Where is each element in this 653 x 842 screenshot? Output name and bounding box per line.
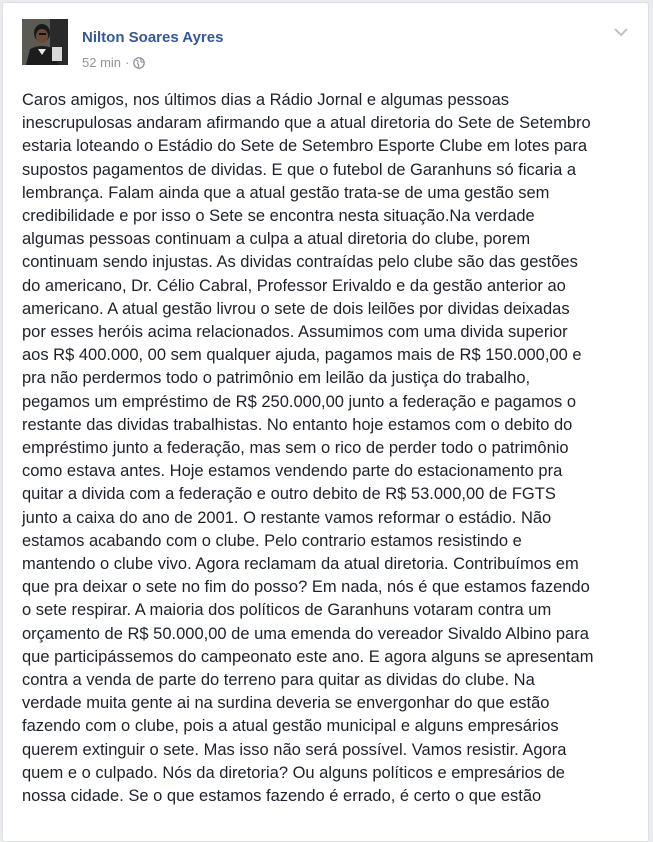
- post-line: contra a venda de parte do terreno para quitar as dividas do clube. Na: [22, 671, 535, 690]
- post-line: Caros amigos, nos últimos dias a Rádio Jornal e algumas pessoas: [22, 91, 509, 109]
- post-meta: [82, 55, 145, 72]
- post-line: junto a caixa do ano de 2001. O restante vamos reformar o estádio. Não: [22, 508, 552, 527]
- meta-separator: ·: [125, 55, 130, 70]
- chevron-down-icon[interactable]: [613, 25, 629, 37]
- post-line: empréstimo junto a federação, mas sem o rico de perder todo o patrimônio: [22, 439, 569, 458]
- post-line: credibilidade e por isso o Sete se encontra nesta situação.Na verdade: [22, 207, 535, 226]
- avatar-photo: [22, 19, 68, 65]
- post-line: querem extinguir o sete. Mas isso não será possível. Vamos resistir. Agora: [22, 740, 567, 759]
- author-name-link[interactable]: Nilton Soares Ayres: [82, 29, 224, 46]
- post-line: verdade muita gente ai na surdina deveria se envergonhar do que estão: [22, 694, 550, 713]
- post-line: mantendo o clube vivo. Agora reclamam da atual diretoria. Contribuímos em: [22, 555, 579, 574]
- post-line: do americano, Dr. Célio Cabral, Professor Erivaldo e da gestão anterior ao: [22, 276, 566, 295]
- post-line: como estava antes. Hoje estamos vendendo parte do estacionamento pra: [22, 462, 563, 481]
- post-line: quem e o culpado. Nós da diretoria? Ou alguns políticos e empresários de: [22, 763, 565, 782]
- post-line: algumas pessoas continuam a culpa a atual diretoria do clube, porem: [22, 230, 531, 249]
- post-line: inescrupulosas andaram afirmando que a atual diretoria do Sete de Setembro: [22, 114, 591, 133]
- avatar[interactable]: [22, 19, 68, 65]
- post-line: que participássemos do campeonato este ano. E agora alguns se apresentam: [22, 647, 594, 666]
- post-line: continuam sendo injustas. As dividas contraídas pelo clube são das gestões: [22, 253, 578, 272]
- globe-icon[interactable]: [133, 57, 145, 72]
- post-line: fazendo com o clube, pois a atual gestão municipal e alguns empresários: [22, 717, 559, 736]
- post-line: restante das dividas trabalhistas. No entanto hoje estamos com o debito do: [22, 415, 573, 434]
- post-line: pegamos um empréstimo de R$ 250.000,00 junto a federação e pagamos o: [22, 392, 577, 411]
- post-line: estaria loteando o Estádio do Sete de Setembro Esporte Clube em lotes para: [22, 137, 588, 156]
- post-line: aos R$ 400.000, 00 sem qualquer ajuda, pagamos mais de R$ 150.000,00 e: [22, 346, 582, 365]
- post-line: que pra deixar o sete no fim do posso? Em nada, nós é que estamos fazendo: [22, 578, 590, 597]
- post-body-text: [22, 89, 634, 808]
- post-line: lembrança. Falam ainda que a atual gestão trata-se de uma gestão sem: [22, 183, 550, 202]
- post-header: [22, 19, 632, 75]
- post-line: por esses heróis acima relacionados. Assumimos com uma divida superior: [22, 323, 568, 342]
- post-line: estamos acabando com o clube. Pelo contrario estamos resistindo e: [22, 531, 522, 550]
- post-line: nossa cidade. Se o que estamos fazendo é errado, é certo o que estão: [22, 787, 542, 806]
- post-card: [2, 2, 649, 842]
- post-line: o sete respirar. A maioria dos políticos de Garanhuns votaram contra um: [22, 601, 552, 620]
- post-line: quitar a divida com a federação e outro debito de R$ 53.000,00 de FGTS: [22, 485, 556, 504]
- post-timestamp[interactable]: 52 min: [82, 55, 122, 70]
- post-line: orçamento de R$ 50.000,00 de uma emenda do vereador Sivaldo Albino para: [22, 624, 589, 643]
- post-line: supostos pagamentos de dividas. E que o futebol de Garanhuns só ficaria a: [22, 160, 577, 179]
- post-line: pra não perdermos todo o patrimônio em leilão da justiça do trabalho,: [22, 369, 531, 388]
- post-line: americano. A atual gestão livrou o sete de dois leilões por dividas deixadas: [22, 299, 570, 318]
